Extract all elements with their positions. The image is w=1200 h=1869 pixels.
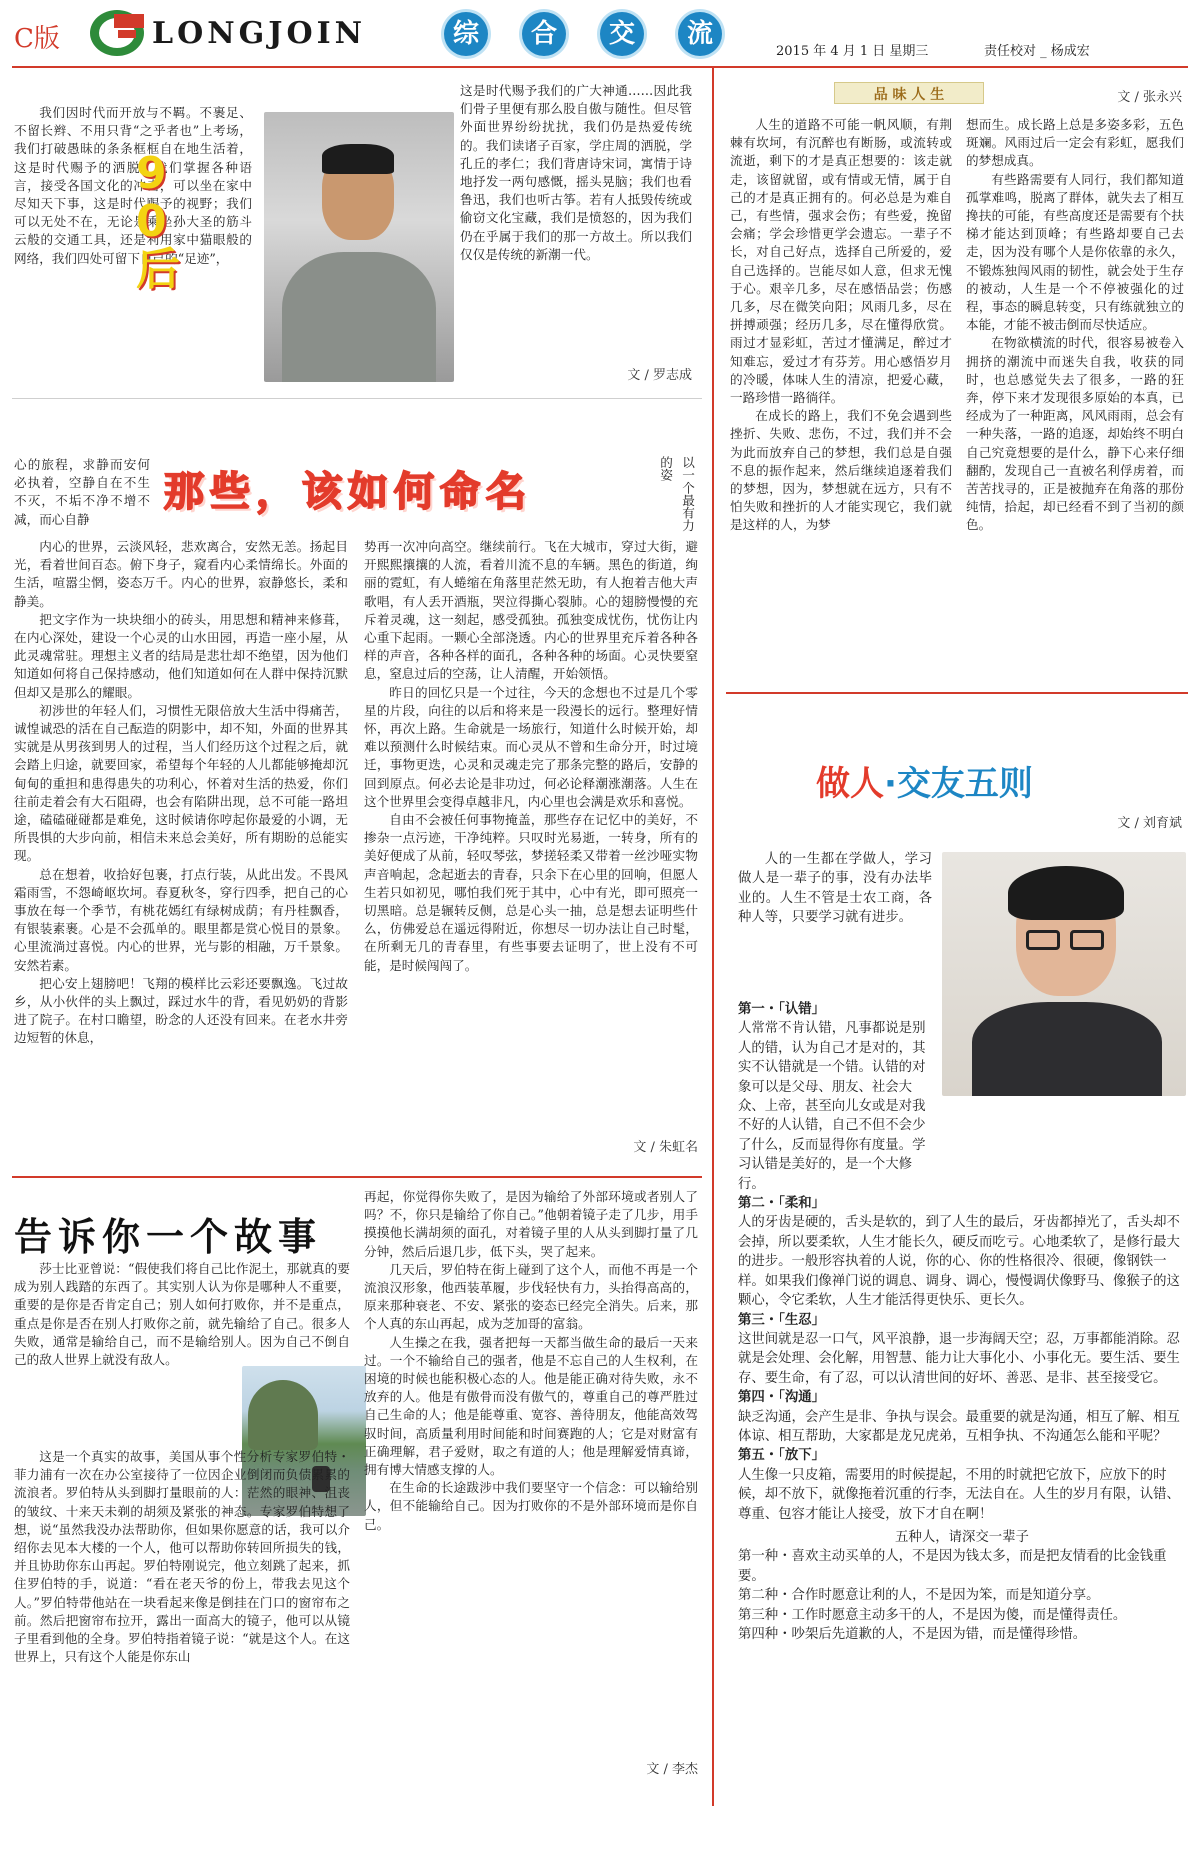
naming-col1-p2: 把文字作为一块块细小的砖头，用思想和精神来修葺，在内心深处，建设一个心灵的山水田园，再造一座小屋，从此灵魂常驻。理想主义者的结局是悲壮却不绝望，因为他们知道如何将自己保持感动，他们知道如何在人群中保持沉默但却又是那么的耀眼。: [14, 611, 348, 700]
jiaoyou-title: [816, 756, 1033, 805]
rule-5-body: 人生像一只皮箱，需要用的时候提起，不用的时就把它放下，应放下的时候，却不放下，就像拖着沉重的行李，无法自在。人生的岁月有限，认错、尊重、包容才能让人接受，放下才自在啊！: [738, 1467, 1180, 1522]
article-90hou-right-text: 这是时代赐予我们的广大神通……因此我们骨子里便有那么股自傲与随性。但尽管外面世界纷纷扰扰，我们仍是热爱传统的。我们读诸子百家，学庄周的洒脱，学孔丘的孝仁；我们背唐诗宋词，寓情于诗地抒发一两句感慨，摇头晃脑；我们也看鲁迅，我们也听古筝。若有人抵毁传统或偷窃文化宝藏，我们是愤怒的，因为我们仍在乎属于我们的那一方故土。所以我们仅仅是传统的新潮一代。: [460, 83, 692, 262]
naming-vertical-text: 以一个最有力的姿: [658, 456, 695, 532]
story-title: 告诉你一个故事: [14, 1214, 323, 1259]
rule-1-head: 第一・「认错」: [738, 1002, 826, 1017]
story-col2: [364, 1188, 698, 1534]
naming-col1: [14, 538, 348, 1048]
naming-col2: [364, 538, 698, 975]
story-col1-p1: 莎士比亚曾说：“假使我们将自己比作泥土，那就真的要成为别人践踏的东西了。其实别人认为你是哪种人不重要，重要的是你是否肯定自己；别人如何打败你，并不是重点，重点是你是否在别人打败你之前，就先输给了自己。很多人失败，通常是输给自己，而不是输给别人。因为自己不倒自己的敌人世界上就没有敌人。: [14, 1261, 350, 1368]
naming-col1-p3: 初涉世的年轻人们，习惯性无限倍放大生活中得痛苦，诚惶诚恐的活在自己酝造的阴影中，却不知，外面的世界其实就是从男孩到男人的过程，当人们经历这个过程之后，就会踏上归途，就要回家，希望每个年轻的人儿都能够掩却沉甸甸的重担和患得患失的功利心，怀着对生活的热爱，你们往前走着会有大石阻碍，也会有陷阱出现，总不可能一路坦途，磕磕碰碰都是难免，这时候请你哼起你最爱的小调，无所畏惧的大步向前，相信未来总会美好，所有期盼的总能实现。: [14, 702, 348, 864]
article-90hou: [14, 83, 702, 396]
naming-col2-p3: 自由不会被任何事物掩盖，那些存在记忆中的美好，不掺杂一点污迹，干净纯粹。只叹时光易逝，一转身，所有的美好便成了从前，轻叹琴弦，梦搓轻柔又带着一丝沙哑实物声音响起，念起逝去的青春，只余下在心里的回响，但愿人生若只如初见，哪怕我们死于其中，心中有光，即可照亮一切黑暗。总是辗转反侧，总是心头一抽，总是想去证明些什么，仿佛爱总在遥远得附近，你想尽一切办法让自己时髦，在所剩无几的青春里，有些事要去证明了，世上没有不可能，是时候闯闯了。: [364, 812, 698, 973]
five-kinds-title: 五种人，请深交一辈子: [895, 1529, 1029, 1545]
naming-col1-p4: 总在想着，收拾好包裹，打点行装，从此出发。不畏风霜雨雪，不怨崎岖坎坷。春夏秋冬，穿行四季，把自己的心事放在每一个季节，有桃花嫣红有绿树成荫；有丹桂飘香，有银装素裹。心是不会孤单的。眼里都是赏心悦目的景象。心里流淌过喜悦。内心的世界，光与影的相融，万千景象。安然若素。: [14, 866, 348, 973]
rule-2-body: 人的牙齿是硬的，舌头是软的，到了人生的最后，牙齿都掉光了，舌头却不会掉，所以要柔软，人生才能长久，硬反而吃亏。心地柔软了，是修行最大的进步。一般形容执着的人说，你的心、你的性格很冷、很硬，像钢铁一样。如果我们像禅门说的调息、调身、调心，慢慢调伏像野马、像猴子的这颗心，令它柔软，人生才能活得更快乐、更长久。: [738, 1215, 1180, 1309]
jiaoyou-rules: [738, 986, 1186, 1644]
article-jiaoyou: [726, 700, 1188, 1808]
jiaoyou-title-a: 做人: [816, 764, 884, 804]
jiaoyou-title-b: 交友五则: [896, 764, 1033, 804]
issue-date: 2015 年 4 月 1 日 星期三: [776, 44, 929, 59]
five-kind-1: 第一种・喜欢主动买单的人，不是因为钱太多，而是把友情看的比金钱重要。: [738, 1549, 1167, 1584]
section-rule-right: [726, 692, 1188, 694]
naming-col1-p5: 把心安上翅膀吧！飞翔的模样比云彩还要飘逸。飞过故乡，从小伙伴的头上飘过，踩过水牛的背，看见奶奶的背影进了院子。在村口瞻望，盼念的人还没有回来。在老水井旁边短暂的休息，: [14, 975, 348, 1046]
rule-1: [738, 1000, 1186, 1194]
article-90hou-left-text: 我们因时代而开放与不羁。不裹足、不留长辫、不用只背“之乎者也”上考场，我们打破愚昧的条条框框自在地生活着，这是时代赐予的洒脱；我们掌握各种语言，接受各国文化的冲击，可以坐在家中尽知天下事，这是时代赐予的视野；我们可以无处不在，无论是乘坐孙大圣的筋斗云般的交通工具，还是利用家中猫眼般的网络，我们四处可留下自己的“足迹”，: [14, 105, 252, 266]
pinwei-col1: [730, 116, 952, 535]
byline-zhang: 文 / 张永兴: [1117, 90, 1182, 105]
five-kind-3: 第三种・工作时愿意主动多干的人，不是因为傻，而是懂得责任。: [738, 1607, 1127, 1623]
rule-5-head: 第五・「放下」: [738, 1448, 826, 1464]
pinwei-col2: [966, 116, 1184, 535]
proofreader: 责任校对 _ 杨成宏: [984, 44, 1090, 59]
byline-li: 文 / 李杰: [646, 1762, 698, 1777]
brand-name: LONGJOIN: [152, 16, 367, 51]
naming-intro: 心的旅程，求静而安何必执着，空静自在不生不灭，不垢不净不增不减，而心自静: [14, 457, 150, 527]
story-col2-p3: 人生操之在我，强者把每一天都当做生命的最后一天来过。一个不输给自己的强者，他是不忘自己的人生权利，在困境的时候也能积极心态的人。他是能正确对待失败，永不放弃的人。他是有傲骨而没有傲气的，尊重自己的尊严胜过自己生命的人；他是能尊重、宽容、善待朋友，他能高效驾驭时间，高质量利用时间能和时间赛跑的人；它是对财富有正确理解，君子爱财，取之有道的人；他是理解爱情真谛，拥有博大情感支撑的人。: [364, 1334, 698, 1478]
banner-char-2: 合: [522, 12, 566, 56]
five-kind-4: 第四种・吵架后先道歉的人，不是因为错，而是懂得珍惜。: [738, 1627, 1087, 1642]
byline-zhu: 文 / 朱虹名: [633, 1140, 698, 1155]
five-kind-2: 第二种・合作时愿意让利的人，不是因为笨，而是知道分享。: [738, 1588, 1100, 1604]
story-col2-p4: 在生命的长途跋涉中我们要坚守一个信念：可以输给别人，但不能输给自己。因为打败你的不是外部环境而是你自己。: [364, 1480, 698, 1532]
section-rule-left-top: [12, 398, 702, 399]
rule-4: [738, 1388, 1186, 1446]
section-rule-left-mid: [12, 1176, 702, 1178]
pinwei-col2-p3: 在物欲横流的时代，很容易被卷入拥挤的潮流中而迷失自我，收获的同时，也总感觉失去了很多，一路的狂奔，停下来才发现很多原始的本真，已经成为了一种距离，风风雨雨，总会有一种失落，一路的追逐，却始终不明白自己究竟想要的是什么，静下心来仔细翻酌，发现自己一直被名利俘虏着，而苦苦找寻的，正是被抛弃在角落的那份纯情，拾起，却已经看不到了当初的颜色。: [966, 335, 1184, 533]
story-col1-p2: 这是一个真实的故事，美国从事个性分析专家罗伯特・菲力浦有一次在办公室接待了一位因企业倒闭而负债累累的流浪者。罗伯特从头到脚打量眼前的人：茫然的眼神、沮丧的皱纹、十来天未剃的胡须及紧张的神态。专家罗伯特想了想，说“虽然我没办法帮助你，但如果你愿意的话，我可以介绍你去见本大楼的一个人，他可以帮助你转回所损失的钱，并且协助你东山再起。罗伯特刚说完，他立刻跳了起来，抓住罗伯特的手，说道：“看在老天爷的份上，带我去见这个人。”罗伯特带他站在一块看起来像是倒挂在门口的窗帘布之前。然后把窗帘布拉开，露出一面高大的镜子，他可以从镜子里看到他的全身。罗伯特指着镜子说：“就是这个人。在这世界上，只有这个人能是你东山: [14, 1449, 350, 1665]
edition-label: C版: [14, 24, 60, 54]
banner-char-1: 综: [444, 12, 488, 56]
rule-4-body: 缺乏沟通，会产生是非、争执与误会。最重要的就是沟通，相互了解、相互体谅、相互帮助，大家都是龙兄虎弟，互相争执、不沟通怎么能和平呢？: [738, 1409, 1180, 1444]
pinwei-col2-p2: 有些路需要有人同行，我们都知道孤掌难鸣，脱离了群体，就失去了相互搀扶的可能，有些高度还是需要有个扶梯才能达到顶峰；有些路却要自己去走，因为没有哪个人是你依靠的永久，不锻炼独闯风雨的韧性，就会处于生存的被动，人生是一个不停被强化的过程，事态的瞬息转变，只有练就独立的本能，才能不被击倒而尽快适应。: [966, 171, 1184, 333]
article-story: [14, 1188, 702, 1808]
page-header: [0, 0, 1200, 66]
badge-90hou: 90后: [136, 148, 180, 295]
rule-2-head: 第二・「柔和」: [738, 1196, 826, 1212]
banner-char-3: 交: [600, 12, 644, 56]
story-col2-p1: 再起，你觉得你失败了，是因为输给了外部环境或者别人了吗？不，你只是输给了你自己。”他朝着镜子走了几步，用手摸摸他长满胡须的面孔，对着镜子里的人从头到脚打量了几分钟，然后后退几步，低下头，哭了起来。: [364, 1189, 698, 1259]
naming-col2-p2: 昨日的回忆只是一个过往，今天的念想也不过是几个零星的片段，向往的以后和将来是一段漫长的远行。整理好情怀，再次上路。生命就是一场旅行，知道什么时候开始，却难以预测什么时候结束。而心灵从不曾和生命分开，时过境迁，事物更迭，心灵和灵魂走完了那条完整的路后，安静的回到原点。何必去论是非功过，何必论释潮涨潮落。人生在这个世界里会变得卓越非凡，内心里也会满是欢乐和喜悦。: [364, 684, 698, 809]
rule-3-head: 第三・「生忍」: [738, 1312, 826, 1328]
pinwei-col2-p1: 想而生。成长路上总是多姿多彩，五色斑斓。风雨过后一定会有彩虹，愿我们的梦想成真。: [966, 117, 1184, 169]
jiaoyou-intro: 人的一生都在学做人，学习做人是一辈子的事，没有办法毕业的。人生不管是士农工商，各种人等，只要学习就有进步。: [738, 852, 932, 926]
pinwei-col1-p1: 人生的道路不可能一帆风顺，有荆棘有坎坷，有沉醉也有断肠，或流转或流逝，剩下的才是真正想要的：该走就走，该留就留，或有情或无情，属于自己的才是真正拥有的。何必总是为难自己，有些情，强求会伤；有些爱，挽留会痛；学会珍惜更学会遗忘。一辈子不长，对自己好点，选择自己所爱的，爱自己选择的。岂能尽如人意，但求无愧于心。艰辛几多，尽在感悟品尝；伤感几多，尽在微笑向阳；风雨几多，尽在拼搏顽强；经历几多，尽在懂得欣赏。雨过才显彩虹，苦过才懂满足，醉过才知难忘，爱过才有芬芳。用心感悟岁月的冷暖，体味人生的清凉，把爱心藏，一路珍惜一路徜徉。: [730, 117, 952, 406]
article-pinwei: [726, 76, 1188, 686]
header-rule: [12, 66, 1188, 68]
portrait-photo-luo: [264, 112, 454, 382]
story-col1b: [14, 1448, 350, 1666]
naming-col2-p1: 势再一次冲向高空。继续前行。飞在大城市，穿过大街，避开熙熙攘攘的人流，看着川流不息的车辆。黑色的街道，绚丽的霓虹，有人蜷缩在角落里茫然无助，有人抱着吉他大声歌唱，有人丢开酒瓶，哭泣得撕心裂肺。心的翅膀慢慢的充斥着灵魂，这一刻起，感受孤独。孤独变成忧伤，忧伤让内心重下起雨。一颗心全部浇透。内心的世界里充斥着各种各样的声音，各种各样的面孔，各种各种的场面。心灵快要窒息，窒息过后的空荡，让人清醒，开始领悟。: [364, 539, 698, 682]
naming-col1-p1: 内心的世界，云淡风轻，悲欢离合，安然无恙。扬起目光，看着世间百态。俯下身子，窥看内心柔情绵长。外面的生活，喧嚣尘惘，姿态万千。内心的世界，寂静悠长，柔和静美。: [14, 539, 348, 609]
rule-1-body: 人常常不肯认错，凡事都说是别人的错，认为自己才是对的，其实不认错就是一个错。认错的对象可以是父母、朋友、社会大众、上帝，甚至向儿女或是对我不好的人认错，自己不但不会少了什么，反而显得你有度量。学习认错是美好的，是一个大修行。: [738, 1021, 926, 1192]
byline-liu: 文 / 刘育斌: [1117, 816, 1182, 831]
column-divider: [712, 66, 714, 1806]
rule-4-head: 第四・「沟通」: [738, 1390, 826, 1406]
byline-luo: 文 / 罗志成: [627, 368, 692, 383]
story-col2-p2: 几天后，罗伯特在街上碰到了这个人，而他不再是一个流浪汉形象，他西装革履，步伐轻快有力，头抬得高高的，原来那种衰老、不安、紧张的姿态已经完全消失。后来，那个人真的东山再起，成为芝加哥的富翁。: [364, 1261, 698, 1332]
story-col1: [14, 1260, 350, 1369]
jiaoyou-title-dot: ·: [884, 764, 897, 804]
longjoin-logo-icon: [88, 8, 146, 58]
rule-3: [738, 1311, 1186, 1389]
rule-3-body: 这世间就是忍一口气，风平浪静，退一步海阔天空；忍，万事都能消除。忍就是会处理、会化解，用智慧、能力让大事化小、小事化无。要生活、要生存、要生命，有了忍，可以认清世间的好坏、善恶、是非、甚至接受它。: [738, 1331, 1180, 1386]
article-naming: [14, 456, 702, 1176]
rule-5: [738, 1446, 1186, 1524]
banner-char-4: 流: [678, 12, 722, 56]
naming-title: 那些，该如何命名: [164, 469, 532, 515]
rule-2: [738, 1194, 1186, 1310]
pinwei-title: 品 味 人 生: [873, 87, 945, 103]
pinwei-col1-p2: 在成长的路上，我们不免会遇到些挫折、失败、悲伤，不过，我们并不会为此而放弃自己的梦想，我们总是自强不息的振作起来，然后继续追逐着我们的梦想，因为，梦想就在远方，只有不怕失败和挫折的人才能实现它，我们就是这样的人，为梦: [730, 408, 952, 533]
